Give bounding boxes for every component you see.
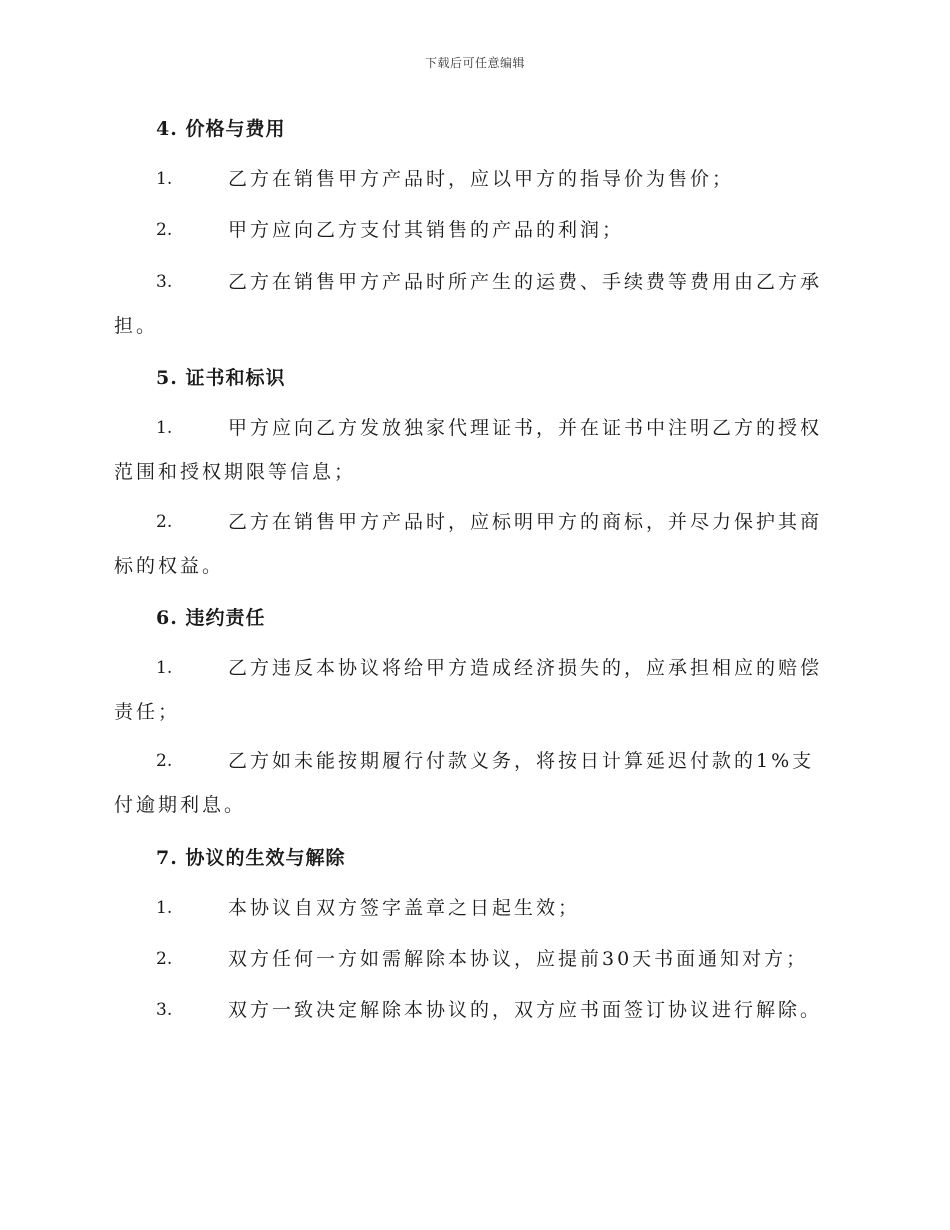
list-item [114, 988, 834, 1032]
section-heading-liability: 6. 违约责任 [156, 607, 266, 629]
list-item [114, 260, 834, 348]
item-text: 双方一致决定解除本协议的，双方应书面签订协议进行解除。 [228, 999, 823, 1021]
section-heading-certificate: 5. 证书和标识 [156, 367, 286, 389]
item-number: 3. [156, 1000, 173, 1020]
item-text: 乙方在销售甲方产品时，应以甲方的指导价为售价； [228, 168, 735, 190]
item-text: 乙方在销售甲方产品时所产生的运费、手续费等费用由乙方承担。 [114, 271, 823, 337]
item-number: 2. [156, 512, 173, 532]
item-text: 乙方违反本协议将给甲方造成经济损失的，应承担相应的赔偿责任； [114, 657, 823, 723]
list-item [114, 406, 834, 494]
item-number: 1. [156, 898, 173, 918]
item-number: 3. [156, 272, 173, 292]
item-text: 双方任何一方如需解除本协议，应提前30天书面通知对方； [228, 948, 809, 970]
list-item [114, 157, 834, 201]
list-item [114, 646, 834, 734]
page-header: 下载后可任意编辑 [424, 56, 525, 70]
list-item [114, 886, 834, 930]
item-number: 1. [156, 169, 173, 189]
item-text: 乙方在销售甲方产品时，应标明甲方的商标，并尽力保护其商标的权益。 [114, 511, 823, 577]
item-number: 2. [156, 220, 173, 240]
list-item [114, 500, 834, 588]
item-text: 本协议自双方签字盖章之日起生效； [228, 897, 581, 919]
item-text: 甲方应向乙方支付其销售的产品的利润； [228, 219, 625, 241]
item-text: 乙方如未能按期履行付款义务，将按日计算延迟付款的1%支付逾期利息。 [114, 750, 815, 816]
item-number: 2. [156, 949, 173, 969]
list-item [114, 937, 834, 981]
item-number: 1. [156, 658, 173, 678]
item-number: 1. [156, 418, 173, 438]
item-text: 甲方应向乙方发放独家代理证书，并在证书中注明乙方的授权范围和授权期限等信息； [114, 417, 823, 483]
item-number: 2. [156, 751, 173, 771]
section-heading-pricing: 4. 价格与费用 [156, 118, 286, 140]
section-heading-effectiveness: 7. 协议的生效与解除 [156, 847, 346, 869]
list-item [114, 208, 834, 252]
list-item [114, 739, 834, 827]
